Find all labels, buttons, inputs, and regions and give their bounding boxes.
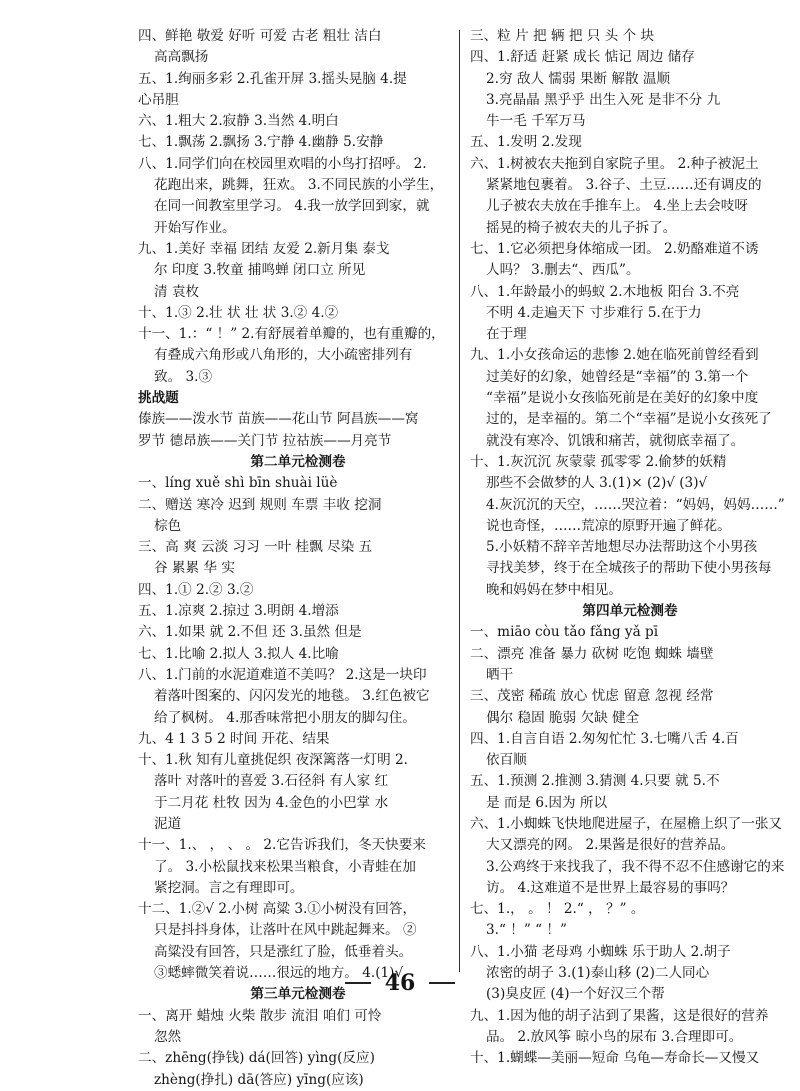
answer-line: 六、1.粗大 2.寂静 3.当然 4.明白 xyxy=(138,113,339,130)
answer-line: 给了枫树。 4.那香味常把小朋友的脚勾住。 xyxy=(154,709,416,726)
answer-line: 2.穷 敌人 懦弱 果断 解散 温顺 xyxy=(486,70,671,87)
answer-line: 六、1.如果 就 2.不但 还 3.虽然 但是 xyxy=(138,624,362,641)
answer-line: 六、1.树被农夫拖到自家院子里。 2.种子被泥土 xyxy=(470,155,759,172)
answer-line: 尔 印度 3.牧童 捕鸣蝉 闭口立 所见 xyxy=(154,262,366,279)
answer-line: 3.“ ！” “ ！” xyxy=(486,922,567,939)
answer-line: 5.小妖精不辞辛苦地想尽办法帮助这个小男孩 xyxy=(486,539,758,556)
answer-line: 大又漂亮的网。 2.果酱是很好的营养品。 xyxy=(486,837,735,854)
answer-line: 偶尔 稳固 脆弱 欠缺 健全 xyxy=(486,709,640,726)
answer-line: 三、高 爽 云淡 习习 一叶 桂飘 尽染 五 xyxy=(138,539,373,556)
answer-line: 有叠成六角形或八角形的，大小疏密排列有 xyxy=(154,347,413,364)
answer-line: 那些不会做梦的人 3.(1)× (2)√ (3)√ xyxy=(486,475,708,492)
answer-line: 过美好的幻象，她曾经是“幸福”的 3.第一个 xyxy=(486,368,749,385)
answer-line: 于二月花 杜牧 因为 4.金色的小巴掌 水 xyxy=(154,794,389,811)
section-heading: 第二单元检测卷 xyxy=(250,453,346,470)
answer-line: 五、1.绚丽多彩 2.孔雀开屏 3.摇头晃脑 4.提 xyxy=(138,70,407,87)
answer-line: 十一、1.：“ ！” 2.有舒展着单瓣的，也有重瓣的， xyxy=(138,326,445,343)
answer-line: 寻找美梦，终于在全城孩子的帮助下使小男孩每 xyxy=(486,560,772,577)
answer-line: (3)臭皮匠 (4)一个好汉三个帮 xyxy=(486,986,665,1003)
answer-line: 访。 4.这难道不是世界上最容易的事吗？ xyxy=(486,879,735,896)
footer-rule-left xyxy=(345,982,371,984)
answer-line: 八、1.门前的水泥道难道不美吗？ 2.这是一块印 xyxy=(138,666,427,683)
answer-line: 清 袁枚 xyxy=(154,283,200,300)
answer-line: 十、1.蝴蝶—美丽—短命 乌龟—寿命长—又慢又 xyxy=(470,1050,760,1067)
answer-line: 浓密的胡子 3.(1)泰山移 (2)二人同心 xyxy=(486,965,710,982)
answer-line: 儿子被农夫放在手推车上。 4.坐上去会吱呀 xyxy=(486,198,748,215)
answer-line: 摇晃的椅子被农夫的儿子拆了。 xyxy=(486,219,677,236)
answer-line: 心吊胆 xyxy=(138,91,179,108)
answer-line: 十、1.秋 知有儿童挑促织 夜深篱落一灯明 2. xyxy=(138,752,408,769)
answer-line: 依百顺 xyxy=(486,752,527,769)
answer-line: 着落叶图案的、闪闪发光的地毯。 3.红色被它 xyxy=(154,688,430,705)
answer-line: 开始写作业。 xyxy=(154,219,236,236)
answer-line: 晚和妈妈在梦中相见。 xyxy=(486,581,622,598)
answer-line: “幸福”是说小女孩临死前是在美好的幻象中度 xyxy=(486,390,759,407)
answer-line: 五、1.发明 2.发现 xyxy=(470,134,582,151)
answer-line: 三、茂密 稀疏 放心 忧虑 留意 忽视 经常 xyxy=(470,688,714,705)
left-column xyxy=(138,26,458,1091)
answer-line: 九、1.小女孩命运的悲惨 2.她在临死前曾经看到 xyxy=(470,347,759,364)
answer-line: 在于理 xyxy=(486,326,527,343)
answer-line: 就没有寒冷、饥饿和痛苦，就彻底幸福了。 xyxy=(486,432,745,449)
answer-line: 十、1.灰沉沉 灰蒙蒙 孤零零 2.偷梦的妖精 xyxy=(470,453,727,470)
answer-line: 二、漂亮 准备 暴力 砍树 吃饱 蜘蛛 墙壁 xyxy=(470,645,714,662)
answer-line: 人吗？ 3.删去“、西瓜”。 xyxy=(486,262,640,279)
page-number-footer xyxy=(0,968,800,998)
answer-line: 是 而是 6.因为 所以 xyxy=(486,794,608,811)
answer-line: ③蟋蟀微笑着说……很远的地方。 4.(1)√ xyxy=(154,965,404,982)
column-divider xyxy=(459,30,460,972)
answer-line: 五、1.凉爽 2.掠过 3.明朗 4.增添 xyxy=(138,603,339,620)
answer-line: 十一、1.、 ， 、 。 2.它告诉我们，冬天快要来 xyxy=(138,837,426,854)
section-heading: 第四单元检测卷 xyxy=(582,603,678,620)
answer-line: 七、1.飘荡 2.飘扬 3.宁静 4.幽静 5.安静 xyxy=(138,134,384,151)
answer-line: 泥道 xyxy=(154,815,182,832)
answer-line: 3.亮晶晶 黑乎乎 出生入死 是非不分 九 xyxy=(486,91,721,108)
challenge-heading: 挑战题 xyxy=(138,390,179,407)
answer-line: 十二、1.②√ 2.小树 高粱 3.①小树没有回答， xyxy=(138,901,417,918)
section-heading: 第三单元检测卷 xyxy=(250,986,346,1003)
answer-line: 忽然 xyxy=(154,1028,182,1045)
answer-line: 九、4 1 3 5 2 时间 开花、结果 xyxy=(138,730,330,747)
answer-line: 牛一毛 千军万马 xyxy=(486,113,586,130)
answer-line: 晒干 xyxy=(486,666,514,683)
answer-line: 五、1.预测 2.推测 3.猜测 4.只要 就 5.不 xyxy=(470,773,720,790)
answer-line: 十、1.③ 2.壮 状 壮 状 3.② 4.② xyxy=(138,304,339,321)
footer-rule-right xyxy=(429,982,455,984)
answer-line: 品。 2.放风筝 晾小鸟的尿布 3.合理即可。 xyxy=(486,1028,743,1045)
answer-line: 花跑出来，跳舞，狂欢。 3.不同民族的小学生， xyxy=(154,177,444,194)
answer-line: zhèng(挣扎) dā(答应) yīng(应该) xyxy=(154,1071,364,1088)
answer-line: 三、粒 片 把 辆 把 只 头 个 块 xyxy=(470,28,655,44)
answer-line: 四、1.舒适 赶紧 成长 惦记 周边 储存 xyxy=(470,49,695,66)
answer-line: 九、1.因为他的胡子沾到了果酱，这是很好的营养 xyxy=(470,1007,769,1024)
answer-line: 七、1.比喻 2.拟人 3.拟人 4.比喻 xyxy=(138,645,339,662)
answer-line: 六、1.小蜘蛛飞快地爬进屋子，在屋檐上织了一张又 xyxy=(470,815,783,832)
answer-line: 八、1.同学们向在校园里欢唱的小鸟打招呼。 2. xyxy=(138,155,427,172)
answer-line: 一、líng xuě shì bīn shuài lüè xyxy=(138,475,338,492)
answer-line: 二、赠送 寒冷 迟到 规则 车票 丰收 挖洞 xyxy=(138,496,382,513)
answer-line: 八、1.小猫 老母鸡 小蜘蛛 乐于助人 2.胡子 xyxy=(470,943,731,960)
answer-line: 一、miāo còu tǎo fǎng yǎ pī xyxy=(470,624,659,641)
answer-line: 只是抖抖身体，让落叶在风中跳起舞来。 ② xyxy=(154,922,417,939)
answer-line: 七、1.， 。 ！ 2.“ ， ？” 。 xyxy=(470,901,645,918)
answer-line: 九、1.美好 幸福 团结 友爱 2.新月集 泰戈 xyxy=(138,240,390,257)
answer-line: 致。 3.③ xyxy=(154,368,213,385)
answer-line: 七、1.它必须把身体缩成一团。 2.奶酪难道不诱 xyxy=(470,240,759,257)
answer-line: 说也奇怪，……荒凉的原野开遍了鲜花。 xyxy=(486,517,731,534)
answer-line: 不明 4.走遍天下 寸步难行 5.在于力 xyxy=(486,304,702,321)
right-column xyxy=(470,26,790,1070)
answer-line: 高粱没有回答，只是涨红了脸，低垂着头。 xyxy=(154,943,413,960)
answer-line: 四、1.自言自语 2.匆匆忙忙 3.七嘴八舌 4.百 xyxy=(470,730,739,747)
answer-line: 罗节 德昂族——关门节 拉祜族——月亮节 xyxy=(138,432,392,449)
answer-line: 紧紧地包裹着。 3.谷子、土豆……还有调皮的 xyxy=(486,177,762,194)
answer-line: 3.公鸡终于来找我了，我不得不忍不住感谢它的来 xyxy=(486,858,785,875)
answer-line: 一、离开 蜡烛 火柴 散步 流泪 咱们 可怜 xyxy=(138,1007,382,1024)
answer-line: 了。 3.小松鼠找来松果当粮食，小青蛙在加 xyxy=(154,858,416,875)
answer-line: 落叶 对落叶的喜爱 3.石径斜 有人家 红 xyxy=(154,773,389,790)
answer-line: 八、1.年龄最小的蚂蚁 2.木地板 阳台 3.不亮 xyxy=(470,283,740,300)
answer-line: 四、1.① 2.② 3.② xyxy=(138,581,254,598)
answer-line: 高高飘扬 xyxy=(154,49,209,66)
page-number: 46 xyxy=(384,970,416,996)
answer-line: 紧挖洞。言之有理即可。 xyxy=(154,879,304,896)
answer-line: 棕色 xyxy=(154,517,182,534)
answer-line: 谷 累累 华 实 xyxy=(154,560,235,577)
answer-line: 四、鲜艳 敬爱 好听 可爱 古老 粗壮 洁白 xyxy=(138,28,382,44)
answer-line: 在同一间教室里学习。 4.我一放学回到家，就 xyxy=(154,198,430,215)
answer-line: 二、zhēng(挣钱) dá(回答) yìng(反应) xyxy=(138,1050,375,1067)
answer-line: 过的，是幸福的。第二个“幸福”是说小女孩死了 xyxy=(486,411,772,428)
answer-line: 傣族——泼水节 苗族——花山节 阿昌族——窝 xyxy=(138,411,419,428)
answer-line: 4.灰沉沉的天空，……哭泣着：“妈妈，妈妈……” xyxy=(486,496,785,513)
